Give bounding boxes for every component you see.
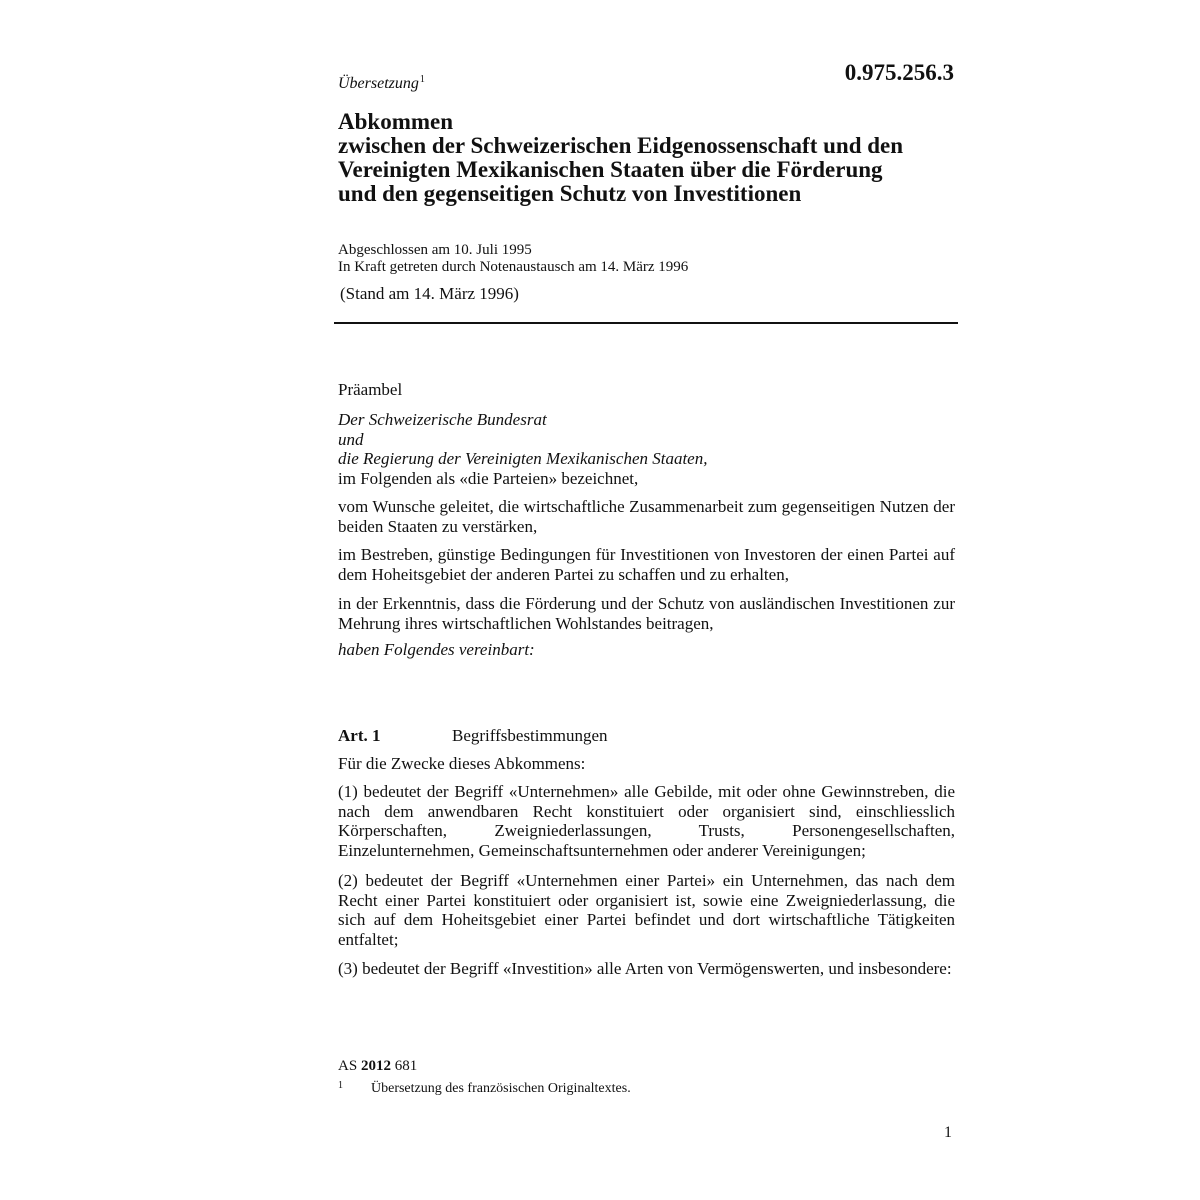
article-item-3: (3) bedeutet der Begriff «Investition» alle Arten von Vermögenswerten, und insbesondere: xyxy=(338,959,952,978)
preamble-recital-2: im Bestreben, günstige Bedingungen für Investitionen von Investoren der einen Partei auf dem Hoheitsgebiet der anderen Partei zu schaffen und zu erhalten, xyxy=(338,545,955,584)
title-line: Vereinigten Mexikanischen Staaten über die Förderung xyxy=(338,157,883,182)
parties-definition: im Folgenden als «die Parteien» bezeichnet, xyxy=(338,468,639,488)
party-conjunction: und xyxy=(338,429,364,449)
sr-number: 0.975.256.3 xyxy=(844,60,954,85)
article-intro: Für die Zwecke dieses Abkommens: xyxy=(338,754,586,773)
concluded-date: Abgeschlossen am 10. Juli 1995 xyxy=(338,242,532,258)
article-heading xyxy=(338,726,608,746)
preamble-recital-1: vom Wunsche geleitet, die wirtschaftliche Zusammenarbeit zum gegenseitigen Nutzen der beiden Staaten zu verstärken, xyxy=(338,497,955,536)
translation-label-text: Übersetzung xyxy=(338,75,419,92)
title-line: zwischen der Schweizerischen Eidgenossenschaft und den xyxy=(338,133,904,158)
article-item-2: (2) bedeutet der Begriff «Unternehmen einer Partei» ein Unternehmen, das nach dem Recht einer Partei konstituiert oder organisiert ist, sowie eine Zweigniederlassung, die sich auf dem Hoheitsgebiet einer Partei befindet und dort wirtschaftliche Tätigkeiten entfaltet; xyxy=(338,871,955,949)
status-date: (Stand am 14. März 1996) xyxy=(340,284,519,303)
preamble-recital-3: in der Erkenntnis, dass die Förderung und der Schutz von ausländischen Investitionen zur Mehrung ihres wirtschaftlichen Wohlstandes beitragen, xyxy=(338,594,955,633)
article-item-1: (1) bedeutet der Begriff «Unternehmen» alle Gebilde, mit oder ohne Gewinnstreben, die nach dem anwendbaren Recht konstituiert oder organisiert sind, einschliesslich Körperschaften, Zweigniederlassungen, Trusts, Personengesellschaften, Einzelunternehmen, Gemeinschaftsunternehmen oder anderer Vereinigungen; xyxy=(338,782,955,860)
as-prefix: AS xyxy=(338,1058,358,1074)
party-mexico: die Regierung der Vereinigten Mexikanischen Staaten, xyxy=(338,449,708,468)
official-collection-reference xyxy=(338,1058,417,1075)
title-line: und den gegenseitigen Schutz von Investitionen xyxy=(338,181,802,206)
document-title xyxy=(338,110,978,206)
preamble-agreement: haben Folgendes vereinbart: xyxy=(338,640,535,659)
in-force-date: In Kraft getreten durch Notenaustausch am 14. März 1996 xyxy=(338,259,689,275)
as-page: 681 xyxy=(394,1058,418,1074)
title-divider xyxy=(334,322,958,324)
translation-label xyxy=(338,74,425,93)
article-number: Art. 1 xyxy=(338,726,381,745)
preamble-heading: Präambel xyxy=(338,380,403,399)
party-swiss: Der Schweizerische Bundesrat xyxy=(338,410,547,429)
preamble-parties xyxy=(338,410,955,488)
page-number: 1 xyxy=(944,1124,952,1141)
footnote-reference[interactable]: 1 xyxy=(419,74,425,85)
footnote-text: Übersetzung des französischen Originaltextes. xyxy=(371,1081,631,1096)
footnote xyxy=(338,1080,631,1097)
title-line: Abkommen xyxy=(338,109,454,134)
article-title: Begriffsbestimmungen xyxy=(452,726,608,745)
date-block xyxy=(338,242,688,276)
footnote-mark: 1 xyxy=(338,1080,343,1091)
as-year: 2012 xyxy=(360,1058,391,1074)
